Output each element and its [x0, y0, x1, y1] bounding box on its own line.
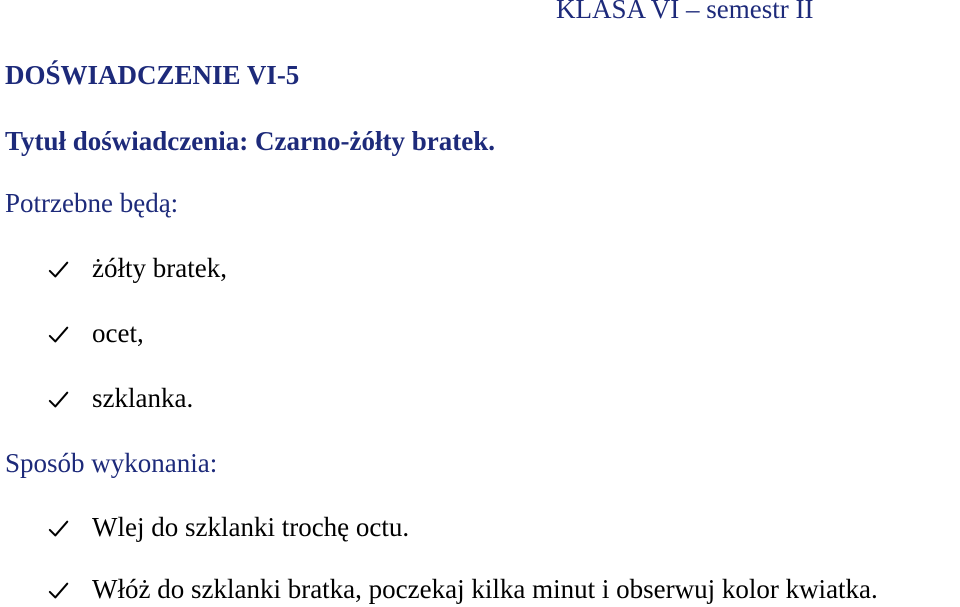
method-heading: Sposób wykonania: — [5, 448, 218, 478]
checkmark-icon — [48, 389, 70, 411]
experiment-code-title: DOŚWIADCZENIE VI-5 — [5, 60, 300, 90]
checkmark-icon — [48, 518, 70, 540]
method-step-text: Wlej do szklanki trochę octu. — [92, 512, 410, 542]
materials-item-text: ocet, — [92, 318, 144, 348]
checkmark-icon — [48, 259, 70, 281]
materials-item-text: szklanka. — [92, 383, 194, 413]
experiment-title: Tytuł doświadczenia: Czarno-żółty bratek. — [5, 126, 495, 156]
checkmark-icon — [48, 324, 70, 346]
materials-heading: Potrzebne będą: — [5, 188, 179, 218]
method-step-text: Włóż do szklanki bratka, poczekaj kilka minut i obserwuj kolor kwiatka. — [92, 574, 878, 604]
materials-item-text: żółty bratek, — [92, 253, 227, 283]
checkmark-icon — [48, 580, 70, 602]
class-semester-header: KLASA VI – semestr II — [556, 0, 814, 24]
